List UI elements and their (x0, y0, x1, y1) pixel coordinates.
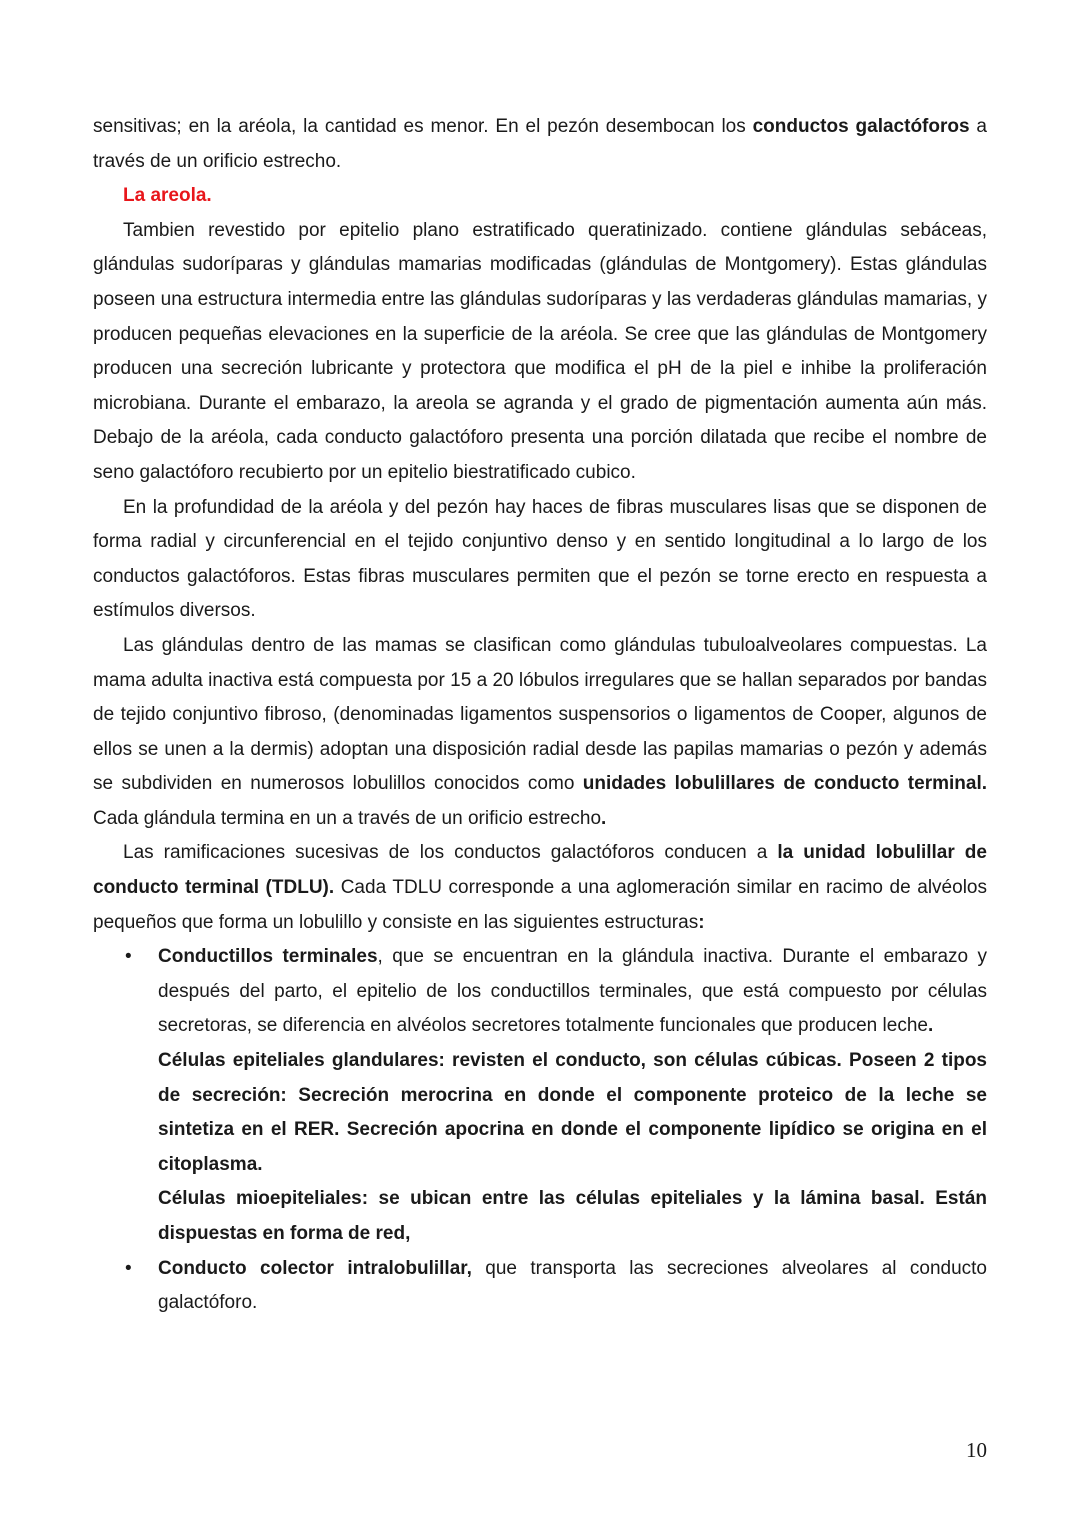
glandular-epithelial-cells-text: Células epiteliales glandulares: revisten el conducto, son células cúbicas. Poseen 2 tipos de secreción: Secreción merocrina en donde el componente proteico de la leche se sintetiza en el RER. Secreción apocrina en donde el componente lipídico se origina en el citoplasma. (158, 1050, 987, 1175)
bold-term: conductos galactóforos (752, 116, 970, 137)
section-heading-areola: La areola. (123, 185, 212, 207)
paragraph-text: Cada TDLU corresponde a una aglomeración similar en racimo de alvéolos pequeños que forma un lobulillo y consiste en las siguientes estructuras (93, 877, 987, 933)
paragraph-gland-classification (93, 629, 987, 837)
bold-term: Conducto colector intralobulillar, (158, 1257, 472, 1279)
bold-term: la unidad lobulillar de conducto terminal (TDLU). (93, 842, 987, 899)
bold-term: unidades lobulillares de conducto terminal. (582, 773, 987, 795)
bold-punctuation: . (601, 807, 607, 829)
paragraph-nipple-ducts (93, 110, 987, 179)
paragraph-text: Cada glándula termina en un a través de un orificio estrecho (93, 807, 602, 829)
structures-list (93, 940, 987, 1321)
bold-punctuation: : (698, 911, 705, 933)
paragraph-text: sensitivas; en la aréola, la cantidad es menor. En el pezón desembocan los (93, 116, 753, 137)
paragraph-text: Las glándulas dentro de las mamas se clasifican como glándulas tubuloalveolares compuestas. La mama adulta inactiva está compuesta por 15 a 20 lóbulos irregulares que se hallan separados por bandas de tejido conjuntivo fibroso, (denominadas ligamentos suspensorios o ligamentos de Cooper, algunos de ellos se unen a la dermis) adoptan una disposición radial desde las papilas mamarias o pezón y además se subdividen en numerosos lobulillos conocidos como (93, 634, 987, 795)
myoepithelial-cells-text: Células mioepiteliales: se ubican entre las células epiteliales y la lámina basal. Están dispuestas en forma de red, (158, 1188, 987, 1244)
paragraph-areola: Tambien revestido por epitelio plano estratificado queratinizado. contiene glándulas sebáceas, glándulas sudoríparas y glándulas mamarias modificadas (glándulas de Montgomery). Estas glándulas poseen una estructura intermedia entre las glándulas sudoríparas y las verdaderas glándulas mamarias, y producen pequeñas elevaciones en la superficie de la aréola. Se cree que las glándulas de Montgomery producen una secreción lubricante y protectora que modifica el pH de la piel e inhibe la proliferación microbiana. Durante el embarazo, la areola se agranda y el grado de pigmentación aumenta aún más. Debajo de la aréola, cada conducto galactóforo presenta una porción dilatada que recibe el nombre de seno galactóforo recubierto por un epitelio biestratificado cubico. (93, 219, 987, 483)
bullet-icon: • (125, 1257, 132, 1279)
paragraph-text: Las ramificaciones sucesivas de los conductos galactóforos conducen a (123, 842, 778, 864)
page-number: 10 (966, 1438, 987, 1462)
paragraph-text: a través de un orificio estrecho. (93, 116, 987, 172)
paragraph-tdlu (93, 836, 987, 940)
document-page (93, 110, 987, 1321)
bold-punctuation: . (927, 1015, 934, 1037)
bullet-icon: • (125, 946, 132, 968)
list-item (93, 1252, 987, 1321)
list-item-text: que transporta las secreciones alveolares al conducto galactóforo. (158, 1257, 987, 1314)
list-item (93, 940, 987, 1251)
bold-term: Conductillos terminales (158, 946, 378, 968)
list-item-text: , que se encuentran en la glándula inactiva. Durante el embarazo y después del parto, el epitelio de los conductillos terminales, que está compuesto por células secretoras, se diferencia en alvéolos secretores totalmente funcionales que producen leche (158, 946, 988, 1037)
paragraph-smooth-muscle: En la profundidad de la aréola y del pezón hay haces de fibras musculares lisas que se disponen de forma radial y circunferencial en el tejido conjuntivo denso y en sentido longitudinal a lo largo de los conductos galactóforos. Estas fibras musculares permiten que el pezón se torne erecto en respuesta a estímulos diversos. (93, 496, 987, 622)
